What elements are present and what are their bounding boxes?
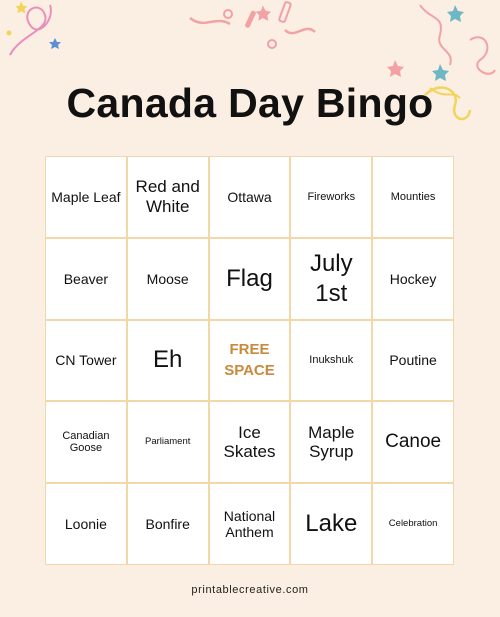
bingo-cell[interactable] — [128, 402, 208, 482]
cell-label: Bonfire — [145, 516, 190, 533]
bingo-grid — [45, 156, 454, 565]
page-title: Canada Day Bingo — [66, 80, 434, 126]
bingo-cell[interactable] — [291, 321, 371, 401]
bingo-cell[interactable] — [373, 239, 453, 319]
bingo-cell[interactable] — [128, 321, 208, 401]
cell-label: Hockey — [389, 270, 437, 287]
bingo-cell[interactable] — [373, 157, 453, 237]
cell-label: CN Tower — [55, 352, 117, 369]
cell-label: Lake — [305, 510, 358, 538]
footer-url: printablecreative.com — [191, 584, 309, 596]
bingo-cell[interactable] — [210, 157, 290, 237]
cell-label: Poutine — [389, 352, 437, 369]
free-space-cell[interactable] — [210, 321, 290, 401]
cell-label: Mounties — [390, 190, 436, 203]
bingo-cell[interactable] — [128, 484, 208, 564]
bingo-cell[interactable] — [291, 239, 371, 319]
bingo-cell[interactable] — [46, 157, 126, 237]
cell-label: Parliament — [144, 435, 191, 447]
bingo-cell[interactable] — [46, 321, 126, 401]
cell-label: Canadian Goose — [62, 429, 110, 455]
bingo-cell[interactable] — [373, 321, 453, 401]
cell-label: Canoe — [385, 431, 442, 453]
cell-label: FREE SPACE — [224, 340, 275, 380]
bingo-cell[interactable] — [291, 484, 371, 564]
cell-label: Flag — [226, 264, 273, 292]
bingo-cell[interactable] — [128, 157, 208, 237]
cell-label: Ice Skates — [223, 422, 276, 462]
cell-label: Celebration — [388, 517, 438, 529]
bingo-cell[interactable] — [210, 402, 290, 482]
bingo-cell[interactable] — [291, 157, 371, 237]
bingo-cell[interactable] — [46, 484, 126, 564]
bingo-cell[interactable] — [210, 484, 290, 564]
cell-label: Moose — [146, 270, 189, 287]
cell-label: Red and White — [135, 177, 200, 216]
bingo-cell[interactable] — [46, 402, 126, 482]
bingo-cell[interactable] — [46, 239, 126, 319]
bingo-cell[interactable] — [291, 402, 371, 482]
cell-label: Inukshuk — [309, 354, 354, 367]
bingo-cell[interactable] — [373, 484, 453, 564]
cell-label: Ottawa — [227, 188, 272, 205]
cell-label: Beaver — [63, 270, 109, 287]
bingo-cell[interactable] — [210, 239, 290, 319]
cell-label: Fireworks — [307, 190, 356, 203]
cell-label: July 1st — [309, 249, 353, 307]
cell-label: Maple Leaf — [51, 188, 121, 205]
cell-label: Loonie — [64, 516, 107, 533]
cell-label: Maple Syrup — [308, 422, 355, 462]
cell-label: National Anthem — [223, 508, 276, 541]
bingo-cell[interactable] — [128, 239, 208, 319]
cell-label: Eh — [153, 346, 183, 374]
bingo-cell[interactable] — [373, 402, 453, 482]
